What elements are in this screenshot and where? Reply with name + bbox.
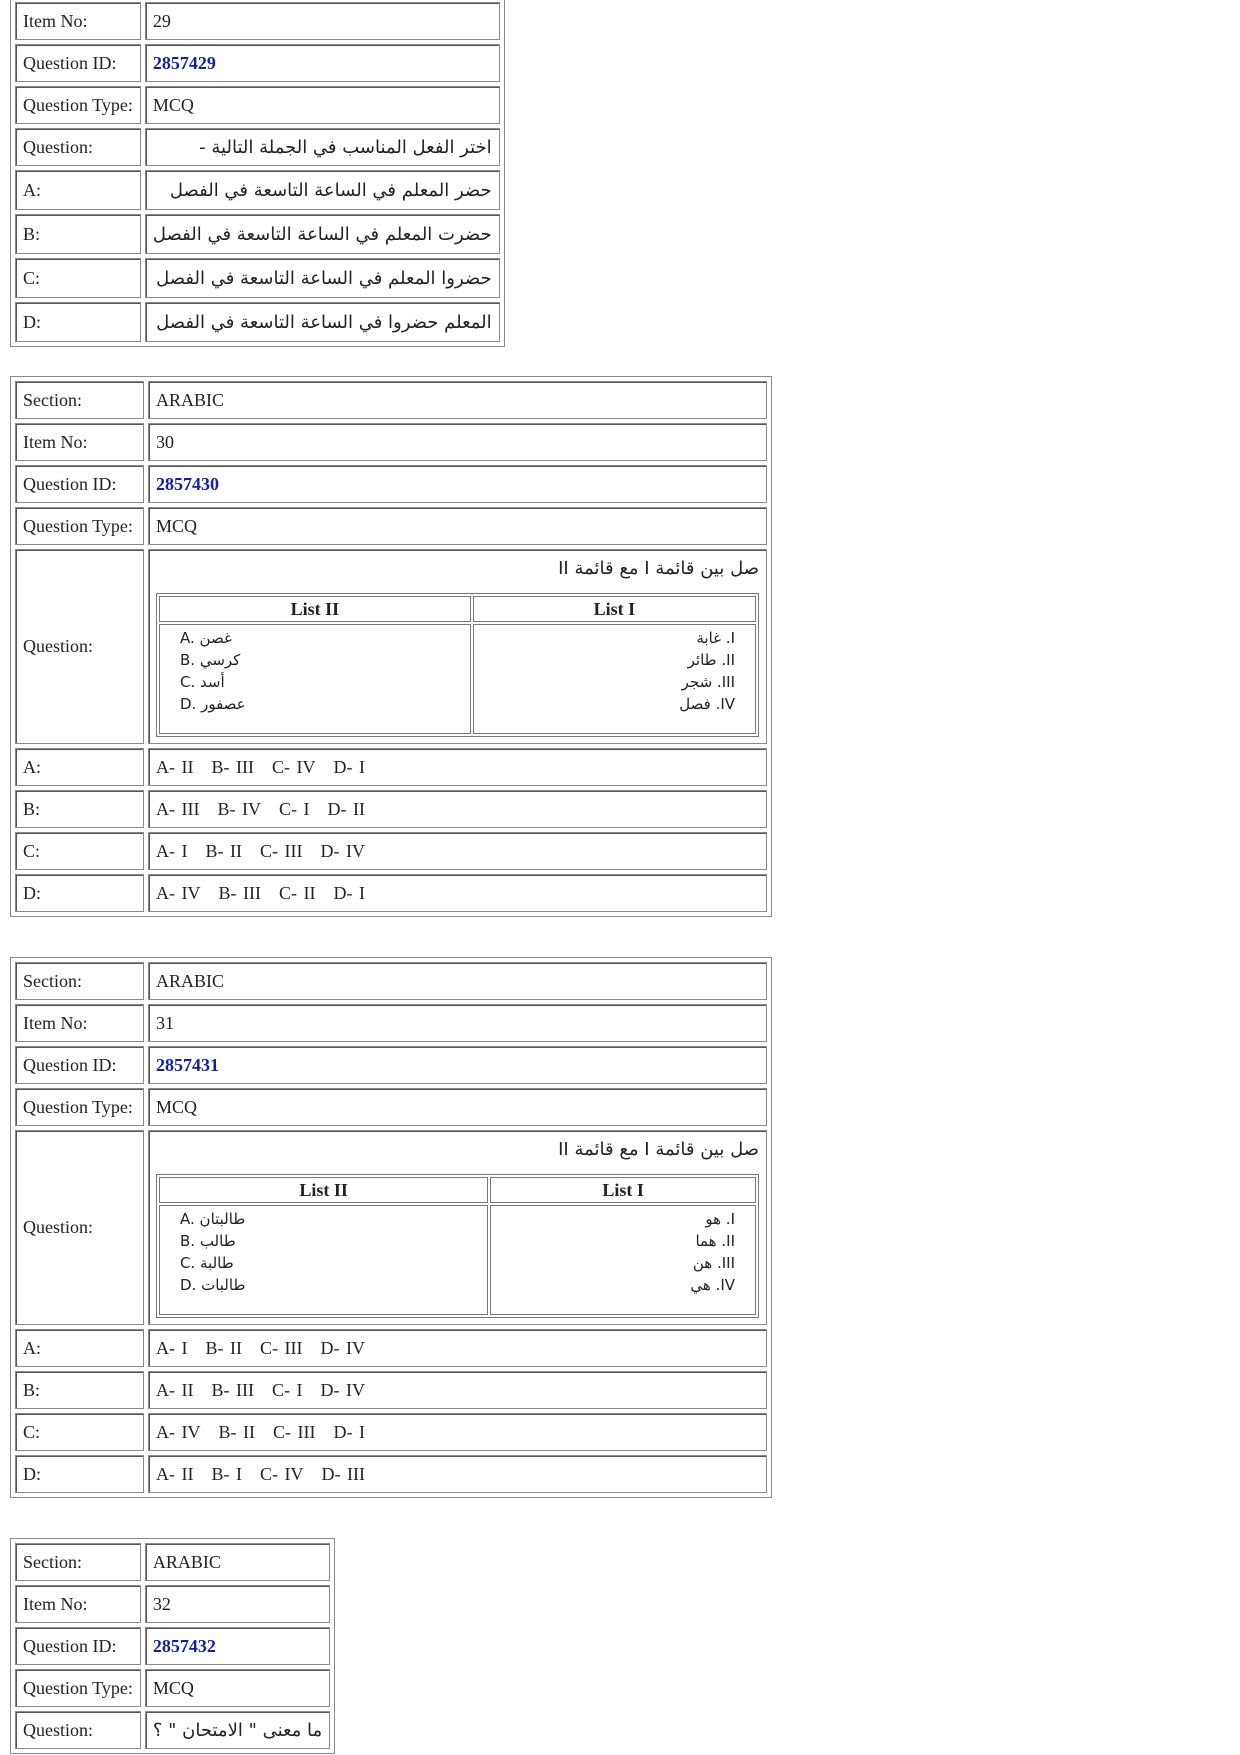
question-type-label: Question Type:	[15, 507, 144, 545]
item-no-label: Item No:	[15, 423, 144, 461]
question-id-value: 2857432	[145, 1627, 330, 1665]
list1-header: List I	[473, 596, 756, 622]
list1-item: I. غابة	[696, 629, 735, 647]
question-text: ما معنى " الامتحان " ؟	[145, 1711, 330, 1749]
list1-item: II. هما	[695, 1232, 735, 1250]
option-c-label: C:	[15, 832, 144, 870]
option-a-label: A:	[15, 1329, 144, 1367]
option-a-label: A:	[15, 170, 141, 210]
question-type-label: Question Type:	[15, 86, 141, 124]
section-value: ARABIC	[148, 381, 767, 419]
question-type-value: MCQ	[145, 86, 500, 124]
question-card-30	[10, 376, 772, 917]
option-d-label: D:	[15, 874, 144, 912]
question-id-label: Question ID:	[15, 44, 141, 82]
option-d-text: المعلم حضروا في الساعة التاسعة في الفصل	[145, 302, 500, 342]
question-body	[148, 1130, 767, 1325]
question-label: Question:	[15, 128, 141, 166]
question-text: اختر الفعل المناسب في الجملة التالية -	[145, 128, 500, 166]
option-c-text: حضروا المعلم في الساعة التاسعة في الفصل	[145, 258, 500, 298]
option-a-text: A- I B- II C- III D- IV	[148, 1329, 767, 1367]
item-no-value: 30	[148, 423, 767, 461]
option-d-label: D:	[15, 302, 141, 342]
list1-item: I. هو	[705, 1210, 735, 1228]
list1-item: III. هن	[692, 1254, 735, 1272]
question-type-label: Question Type:	[15, 1088, 144, 1126]
question-title: صل بين قائمة I مع قائمة II	[558, 558, 759, 579]
option-c-label: C:	[15, 258, 141, 298]
list1-item: II. طائر	[687, 651, 735, 669]
question-title: صل بين قائمة I مع قائمة II	[558, 1139, 759, 1160]
question-label: Question:	[15, 1130, 144, 1325]
option-b-text: A- III B- IV C- I D- II	[148, 790, 767, 828]
question-id-value: 2857429	[145, 44, 500, 82]
list1-header: List I	[490, 1177, 756, 1203]
matching-table	[156, 593, 759, 737]
section-value: ARABIC	[145, 1543, 330, 1581]
question-type-value: MCQ	[148, 1088, 767, 1126]
option-a-label: A:	[15, 748, 144, 786]
section-label: Section:	[15, 962, 144, 1000]
row-option-d	[15, 302, 500, 342]
question-id-label: Question ID:	[15, 465, 144, 503]
question-card-31	[10, 957, 772, 1498]
list2-item: D. طالبات	[180, 1276, 246, 1294]
list2-item: A. طالبتان	[180, 1210, 246, 1228]
row-question-type	[15, 86, 500, 124]
option-c-label: C:	[15, 1413, 144, 1451]
question-type-label: Question Type:	[15, 1669, 141, 1707]
section-label: Section:	[15, 1543, 141, 1581]
list1-cell	[490, 1205, 756, 1315]
question-label: Question:	[15, 549, 144, 744]
list2-cell	[159, 624, 471, 734]
list2-item: C. أسد	[180, 673, 225, 691]
question-card-29	[10, 0, 505, 347]
item-no-value: 32	[145, 1585, 330, 1623]
question-id-value: 2857430	[148, 465, 767, 503]
option-b-label: B:	[15, 1371, 144, 1409]
row-question	[15, 128, 500, 166]
question-label: Question:	[15, 1711, 141, 1749]
item-no-label: Item No:	[15, 2, 141, 40]
list1-item: IV. فصل	[679, 695, 735, 713]
question-id-label: Question ID:	[15, 1046, 144, 1084]
row-option-b	[15, 214, 500, 254]
list2-item: B. كرسي	[180, 651, 241, 669]
section-value: ARABIC	[148, 962, 767, 1000]
list2-header: List II	[159, 1177, 488, 1203]
option-b-label: B:	[15, 790, 144, 828]
row-option-c	[15, 258, 500, 298]
list2-item: C. طالبة	[180, 1254, 234, 1272]
list2-cell	[159, 1205, 488, 1315]
question-type-value: MCQ	[148, 507, 767, 545]
list2-item: A. غصن	[180, 629, 232, 647]
option-a-text: حضر المعلم في الساعة التاسعة في الفصل	[145, 170, 500, 210]
option-d-text: A- II B- I C- IV D- III	[148, 1455, 767, 1493]
section-label: Section:	[15, 381, 144, 419]
row-question-id	[15, 44, 500, 82]
option-c-text: A- I B- II C- III D- IV	[148, 832, 767, 870]
matching-table	[156, 1174, 759, 1318]
option-a-text: A- II B- III C- IV D- I	[148, 748, 767, 786]
row-option-a	[15, 170, 500, 210]
option-c-text: A- IV B- II C- III D- I	[148, 1413, 767, 1451]
list2-item: B. طالب	[180, 1232, 236, 1250]
question-id-value: 2857431	[148, 1046, 767, 1084]
list1-cell	[473, 624, 756, 734]
question-id-label: Question ID:	[15, 1627, 141, 1665]
question-type-value: MCQ	[145, 1669, 330, 1707]
item-no-label: Item No:	[15, 1585, 141, 1623]
option-b-text: A- II B- III C- I D- IV	[148, 1371, 767, 1409]
list2-item: D. عصفور	[180, 695, 246, 713]
row-item-no	[15, 2, 500, 40]
option-d-label: D:	[15, 1455, 144, 1493]
item-no-value: 31	[148, 1004, 767, 1042]
item-no-label: Item No:	[15, 1004, 144, 1042]
option-d-text: A- IV B- III C- II D- I	[148, 874, 767, 912]
item-no-value: 29	[145, 2, 500, 40]
list1-item: III. شجر	[681, 673, 735, 691]
question-body	[148, 549, 767, 744]
option-b-text: حضرت المعلم في الساعة التاسعة في الفصل	[145, 214, 500, 254]
list1-item: IV. هي	[690, 1276, 735, 1294]
question-card-32	[10, 1538, 335, 1754]
list2-header: List II	[159, 596, 471, 622]
option-b-label: B:	[15, 214, 141, 254]
